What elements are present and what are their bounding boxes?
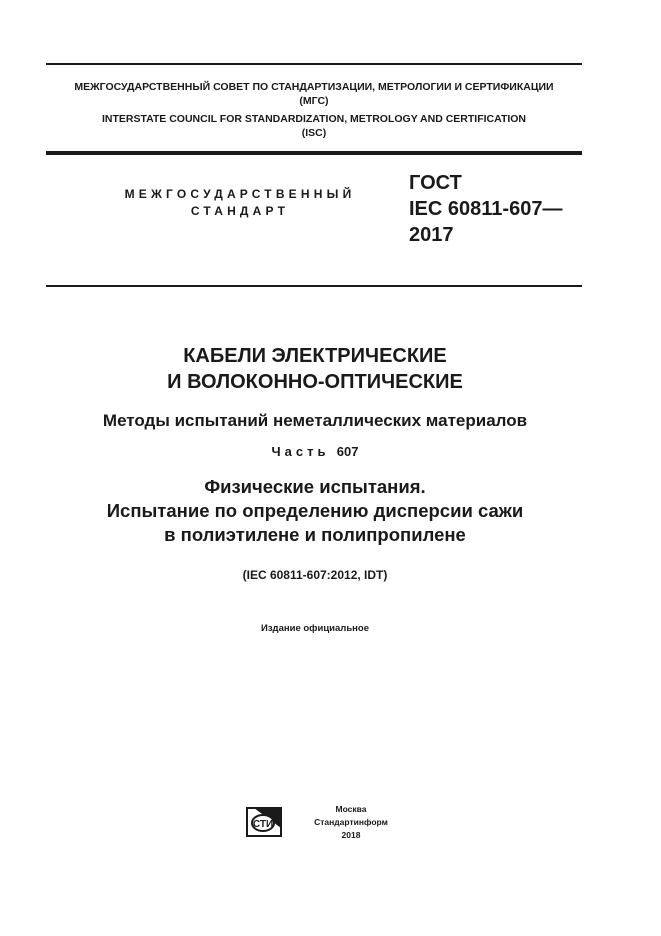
document-title [0,343,630,395]
part-title-line3: в полиэтилене и полипропилене [164,524,466,545]
council-ru-name: МЕЖГОСУДАРСТВЕННЫЙ СОВЕТ ПО СТАНДАРТИЗАЦИИ, МЕТРОЛОГИИ И СЕРТИФИКАЦИИ [74,81,554,93]
edition-note: Издание официальное [261,623,369,634]
publisher-imprint [306,803,396,842]
standard-kind-line1: МЕЖГОСУДАРСТВЕННЫЙ [124,187,356,201]
document-title-line1: КАБЕЛИ ЭЛЕКТРИЧЕСКИЕ [183,345,447,367]
part-number: 607 [336,444,359,459]
part-title-line2: Испытание по определению дисперсии сажи [106,500,524,521]
top-rule [46,63,582,65]
publisher-logo [246,804,288,838]
council-rule [46,151,582,155]
gost-code-line2: IEC 60811-607— [409,198,563,220]
gost-code-line1: ГОСТ [409,172,462,194]
standard-kind-line2: СТАНДАРТ [190,204,290,218]
gost-code [409,170,562,248]
document-title-line2: И ВОЛОКОННО-ОПТИЧЕСКИЕ [167,371,463,393]
iec-reference: (IEC 60811-607:2012, IDT) [242,568,388,582]
publisher-year: 2018 [341,830,361,840]
publisher-logo-text: СТИ [252,819,274,830]
council-en [46,112,582,140]
council-ru [46,80,582,108]
publisher-city: Москва [335,804,367,814]
publisher-name: Стандартинформ [314,817,388,827]
part-title [0,475,630,547]
header-rule [46,285,582,287]
council-en-abbr: (ISC) [301,127,327,139]
part-label [0,443,630,461]
document-subtitle: Методы испытаний неметаллических материалов [102,411,528,430]
council-ru-abbr: (МГС) [299,95,329,107]
part-title-line1: Физические испытания. [204,476,426,497]
part-word: Часть [271,444,330,459]
standard-kind [110,186,370,220]
gost-code-line3: 2017 [409,224,454,246]
council-en-name: INTERSTATE COUNCIL FOR STANDARDIZATION, METROLOGY AND CERTIFICATION [101,113,527,125]
